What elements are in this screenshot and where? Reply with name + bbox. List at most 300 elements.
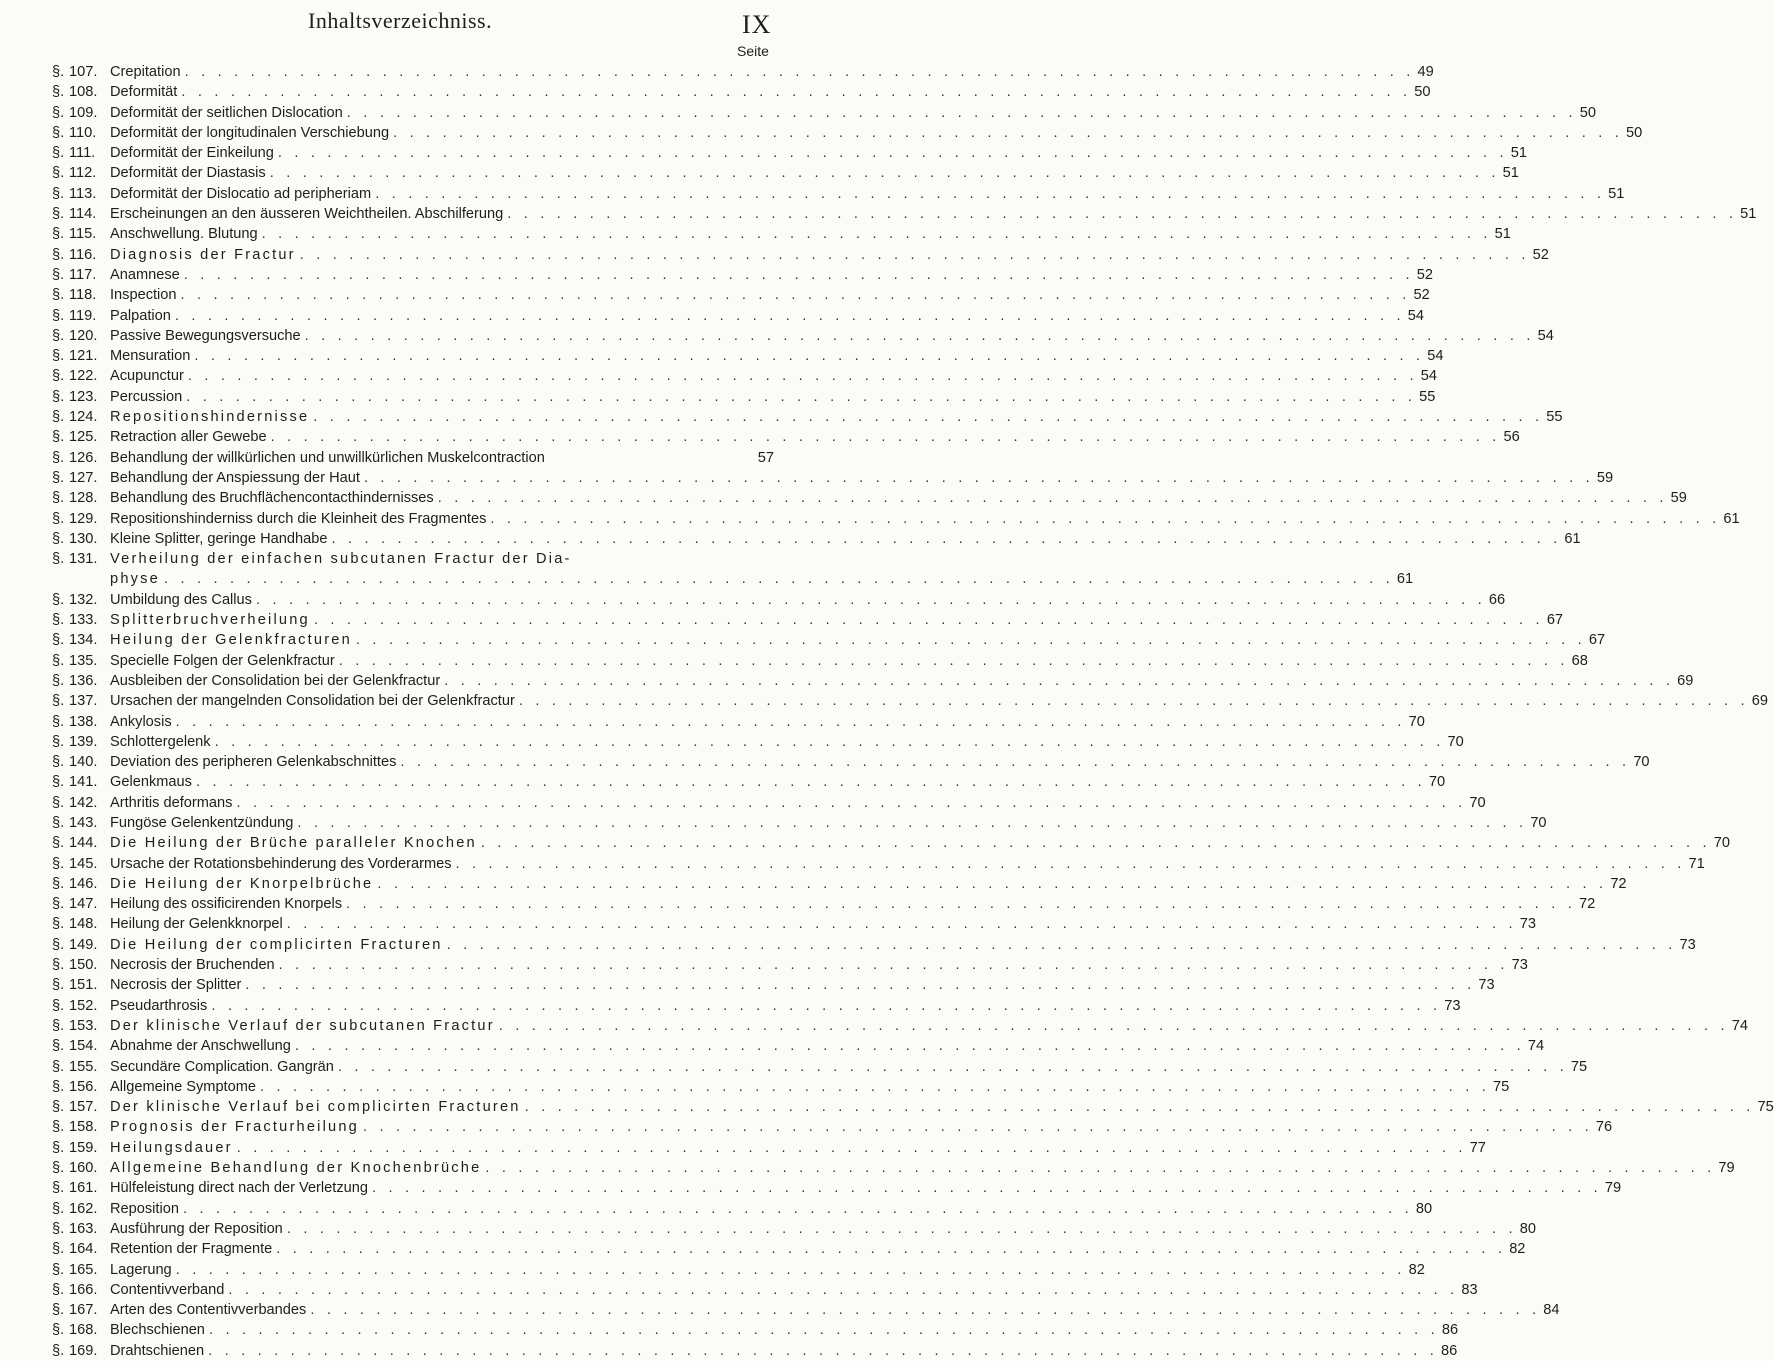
entry-line xyxy=(110,1300,1560,1320)
entry-line xyxy=(110,326,1554,346)
dot-leader: . . . . . . . . . . . . . . . . . . . . . . . . . . . . . . . . . . . . . . . . . . . . . . . . . . . . . . . . . . . . . . . . . . . . . . . . . . . xyxy=(270,429,1501,446)
entry-title: Schlottergelenk xyxy=(110,733,211,750)
section-mark: §. xyxy=(52,165,65,182)
dot-leader: . . . . . . . . . . . . . . . . . . . . . . . . . . . . . . . . . . . . . . . . . . . . . . . . . . . . . . . . . . . . . . . . . . . . . . . . . . . xyxy=(261,226,1492,243)
section-mark: §. xyxy=(52,916,65,933)
dot-leader: . . . . . . . . . . . . . . . . . . . . . . . . . . . . . . . . . . . . . . . . . . . . . . . . . . . . . . . . . . . . . . . . . . . . . . . . . . . xyxy=(518,693,1749,710)
toc-entry xyxy=(52,793,1486,813)
entry-title: Retention der Fragmente xyxy=(110,1241,273,1258)
entry-line xyxy=(110,651,1588,671)
section-number: 109. xyxy=(69,104,98,121)
entry-line xyxy=(110,468,1614,488)
entry-line xyxy=(110,245,1549,265)
entry-page: 70 xyxy=(1408,713,1425,730)
toc-entry xyxy=(52,509,1740,529)
entry-line xyxy=(110,448,774,468)
section-number: 169. xyxy=(69,1342,98,1359)
section-mark: §. xyxy=(52,713,65,730)
section-number: 113. xyxy=(69,185,97,202)
entry-line xyxy=(110,163,1519,183)
section-mark: §. xyxy=(52,185,65,202)
entry-page: 75 xyxy=(1570,1058,1588,1075)
entry-line xyxy=(110,752,1650,772)
toc-entry xyxy=(52,1260,1425,1280)
toc-entry xyxy=(52,224,1511,244)
section-number: 122. xyxy=(69,368,98,385)
dot-leader: . . . . . . . . . . . . . . . . . . . . . . . . . . . . . . . . . . . . . . . . . . . . . . . . . . . . . . . . . . . . . . . . . . . . . . . . . . . xyxy=(371,1180,1602,1197)
toc-entry xyxy=(52,1016,1748,1036)
entry-title: Erscheinungen an den äusseren Weichtheilen. Abschilferung xyxy=(110,206,504,223)
entry-page: 68 xyxy=(1571,652,1588,669)
section-number: 131. xyxy=(69,551,98,568)
section-number: 167. xyxy=(69,1302,98,1319)
toc-entry xyxy=(52,671,1694,691)
section-number: 117. xyxy=(69,266,97,283)
entry-title: Necrosis der Bruchenden xyxy=(110,957,275,974)
entry-line xyxy=(110,143,1528,163)
page-header xyxy=(0,6,800,42)
section-number: 161. xyxy=(69,1180,98,1197)
entry-line xyxy=(110,1341,1458,1361)
entry-line xyxy=(110,935,1696,955)
entry-page: 84 xyxy=(1543,1302,1560,1319)
entry-page: 51 xyxy=(1494,226,1511,243)
dot-leader: . . . . . . . . . . . . . . . . . . . . . . . . . . . . . . . . . . . . . . . . . . . . . . . . . . . . . . . . . . . . . . . . . . . . . . . . . . . xyxy=(485,1160,1716,1177)
section-mark: §. xyxy=(52,754,65,771)
entry-line xyxy=(110,996,1461,1016)
section-number: 147. xyxy=(69,896,98,913)
section-mark: §. xyxy=(52,64,65,80)
dot-leader: . . . . . . . . . . . . . . . . . . . . . . . . . . . . . . . . . . . . . . . . . . . . . . . . . . . . . . . . . . . . . . . . . . . . . . . . . . . xyxy=(194,348,1425,365)
dot-leader: . . . . . . . . . . . . . . . . . . . . . . . . . . . . . . . . . . . . . . . . . . . . . . . . . . . . . . . . . . . . . . . . . . . . . . . . . . . xyxy=(507,206,1738,223)
dot-leader: . . . . . . . . . . . . . . . . . . . . . . . . . . . . . . . . . . . . . . . . . . . . . . . . . . . . . . . . . . . . . . . . . . . . . . . . . . . xyxy=(214,733,1445,750)
section-number: 162. xyxy=(69,1200,98,1217)
section-mark: §. xyxy=(52,1078,65,1095)
section-mark: §. xyxy=(52,1200,65,1217)
dot-leader: . . . . . . . . . . . . . . . . . . . . . . . . . . . . . . . . . . . . . . . . . . . . . . . . . . . . . . . . . . . . . . . . . . . . . . . . . . . xyxy=(299,246,1530,263)
entry-title: Contentivverband xyxy=(110,1281,225,1298)
entry-title: Allgemeine Symptome xyxy=(110,1078,257,1095)
dot-leader: . . . . . . . . . . . . . . . . . . . . . . . . . . . . . . . . . . . . . . . . . . . . . . . . . . . . . . . . . . . . . . . . . . . . . . . . . . . xyxy=(181,84,1412,101)
entry-line xyxy=(110,204,1757,224)
toc-entry xyxy=(52,103,1596,123)
section-number: 151. xyxy=(69,977,98,994)
dot-leader: . . . . . . . . . . . . . . . . . . . . . . . . . . . . . . . . . . . . . . . . . . . . . . . . . . . . . . . . . . . . . . . . . . . . . . . . . . . xyxy=(174,307,1405,324)
toc-entry xyxy=(52,854,1705,874)
toc-entry xyxy=(52,1280,1478,1300)
toc-entry xyxy=(52,975,1495,995)
entry-line xyxy=(110,184,1625,204)
section-mark: §. xyxy=(52,936,65,953)
entry-title: Abnahme der Anschwellung xyxy=(110,1038,291,1055)
toc-entry xyxy=(52,123,1643,143)
dot-leader: . . . . . . . . . . . . . . . . . . . . . . . . . . . . . . . . . . . . . . . . . . . . . . . . . . . . . . . . . . . . . . . . . . . . . . . . . . . xyxy=(269,165,1500,182)
table-of-contents xyxy=(52,62,1774,1361)
entry-page: 50 xyxy=(1579,104,1596,121)
entry-page: 56 xyxy=(1503,429,1520,446)
dot-leader: . . . . . . . . . . . . . . . . . . . . . . . . . . . . . . . . . . . . . . . . . . . . . . . . . . . . . . . . . . . . . . . . . . . . . . . . . . . xyxy=(362,1119,1593,1136)
section-number: 133. xyxy=(69,612,98,629)
toc-entry xyxy=(52,285,1430,305)
dot-leader xyxy=(572,549,771,569)
section-number: 118. xyxy=(69,287,97,304)
entry-page: 70 xyxy=(1428,774,1446,791)
section-number: 116. xyxy=(69,246,97,263)
entry-title: Palpation xyxy=(110,307,171,324)
section-mark: §. xyxy=(52,1058,65,1075)
dot-leader: . . . . . . . . . . . . . . . . . . . . . . . . . . . . . . . . . . . . . . . . . . . . . . . . . . . . . . . . . . . . . . . . . . . . . . . . . . . xyxy=(310,1302,1541,1319)
toc-entry xyxy=(52,448,774,468)
section-mark: §. xyxy=(52,206,65,223)
entry-title: Behandlung der Anspiessung der Haut xyxy=(110,469,360,486)
entry-page: 54 xyxy=(1420,368,1437,385)
toc-entry xyxy=(52,772,1446,792)
section-number: 155. xyxy=(69,1058,98,1075)
toc-entry xyxy=(52,874,1627,894)
entry-page: 73 xyxy=(1444,997,1461,1014)
entry-page: 67 xyxy=(1546,612,1564,629)
entry-line xyxy=(110,387,1436,407)
entry-page: 74 xyxy=(1731,1017,1748,1034)
toc-entry xyxy=(52,1199,1433,1219)
entry-page: 70 xyxy=(1530,814,1547,831)
entry-page: 52 xyxy=(1416,266,1433,283)
toc-entry xyxy=(52,732,1464,752)
dot-leader: . . . . . . . . . . . . . . . . . . . . . . . . . . . . . . . . . . . . . . . . . . . . . . . . . . . . . . . . . . . . . . . . . . . . . . . . . . . xyxy=(277,145,1508,162)
dot-leader: . . . . . . . . . . . . . . . . . . . . . . . . . . . . . . . . . . . . . . . . . . . . . . . . . . . . . . . . . . . . . . . . . . . . . . . . . . . xyxy=(186,388,1417,405)
dot-leader: . . . . . . . . . . . . . . . . . . . . . . . . . . . . . . . . . . . . . . . . . . . . . . . . . . . . . . . . . . . . . . . . . . . . . . . . . . . xyxy=(260,1078,1490,1095)
section-mark: §. xyxy=(52,814,65,831)
section-mark: §. xyxy=(52,612,65,629)
section-number: 124. xyxy=(69,409,98,426)
entry-line xyxy=(110,407,1563,427)
toc-entry xyxy=(52,1178,1622,1198)
section-mark: §. xyxy=(52,1180,65,1197)
dot-leader: . . . . . . . . . . . . . . . . . . . . . . . . . . . . . . . . . . . . . . . . . . . . . . . . . . . . . . . . . . . . . . . . . . . . . . . . . . . xyxy=(236,794,1467,811)
toc-entry xyxy=(52,691,1768,711)
dot-leader: . . . . . . . . . . . . . . . . . . . . . . . . . . . . . . . . . . . . . . . . . . . . . . . . . . . . . . . . . . . . . . . . . . . . . . . . . . . xyxy=(363,469,1594,486)
section-number: 158. xyxy=(69,1119,98,1136)
toc-entry xyxy=(52,346,1444,366)
dot-leader: . . . . . . . . . . . . . . . . . . . . . . . . . . . . . . . . . . . . . . . . . . . . . . . . . . . . . . . . . . . . . . . . . . . . . . . . . . . xyxy=(236,1139,1467,1156)
entry-page: 86 xyxy=(1441,1322,1459,1339)
section-number: 140. xyxy=(69,754,98,771)
dot-leader: . . . . . . . . . . . . . . . . . . . . . . . . . . . . . . . . . . . . . . . . . . . . . . . . . . . . . . . . . . . . . . . . . . . . . . . . . . . xyxy=(437,490,1668,507)
entry-title: Repositionshinderniss durch die Kleinheit des Fragmentes xyxy=(110,510,487,527)
entry-line xyxy=(110,1057,1588,1077)
entry-line xyxy=(110,549,774,569)
dot-leader: . . . . . . . . . . . . . . . . . . . . . . . . . . . . . . . . . . . . . . . . . . . . . . . . . . . . . . . . . . . . . . . . . . . . . . . . . . . xyxy=(286,916,1517,933)
section-mark: §. xyxy=(52,1261,65,1278)
entry-title: Deformität der seitlichen Dislocation xyxy=(110,104,343,121)
entry-title: physe xyxy=(110,571,160,588)
toc-entry xyxy=(52,610,1564,630)
toc-entry xyxy=(52,184,1625,204)
entry-line xyxy=(110,1117,1613,1137)
dot-leader: . . . . . . . . . . . . . . . . . . . . . . . . . . . . . . . . . . . . . . . . . . . . . . . . . . . . . . . . . . . . . . . . . . . . . . . . . . . xyxy=(375,185,1606,202)
entry-line xyxy=(110,103,1596,123)
entry-page: 52 xyxy=(1413,287,1430,304)
entry-title: Ausbleiben der Consolidation bei der Gelenkfractur xyxy=(110,672,441,689)
page-number: IX xyxy=(742,10,772,39)
entry-title: Hülfeleistung direct nach der Verletzung xyxy=(110,1180,368,1197)
entry-page: 54 xyxy=(1537,327,1554,344)
dot-leader: . . . . . . . . . . . . . . . . . . . . . . . . . . . . . . . . . . . . . . . . . . . . . . . . . . . . . . . . . . . . . . . . . . . . . . . . . . . xyxy=(498,1017,1729,1034)
entry-line xyxy=(110,854,1705,874)
dot-leader: . . . . . . . . . . . . . . . . . . . . . . . . . . . . . . . . . . . . . . . . . . . . . . . . . . . . . . . . . . . . . . . . . . . . . . . . . . . xyxy=(346,896,1576,913)
entry-title: Blechschienen xyxy=(110,1322,205,1339)
dot-leader: . . . . . . . . . . . . . . . . . . . . . . . . . . . . . . . . . . . . . . . . . . . . . . . . . . . . . . . . . . . . . . . . . . . . . . . . . . . xyxy=(524,1099,1755,1116)
entry-page: 55 xyxy=(1546,409,1563,426)
entry-title: Die Heilung der complicirten Fracturen xyxy=(110,936,443,953)
section-mark: §. xyxy=(52,693,65,710)
dot-leader: . . . . . . . . . . . . . . . . . . . . . . . . . . . . . . . . . . . . . . . . . . . . . . . . . . . . . . . . . . . . . . . . . . . . . . . . . . . xyxy=(313,409,1544,426)
section-mark: §. xyxy=(52,1322,65,1339)
dot-leader: . . . . . . . . . . . . . . . . . . . . . . . . . . . . . . . . . . . . . . . . . . . . . . . . . . . . . . . . . . . . . . . . . . . . . . . . . . . xyxy=(187,368,1418,385)
section-number: 107. xyxy=(69,64,98,80)
section-number: 145. xyxy=(69,855,98,872)
toc-entry xyxy=(52,62,1434,82)
section-number: 150. xyxy=(69,957,98,974)
toc-entry xyxy=(52,366,1437,386)
toc-entry xyxy=(52,935,1696,955)
section-mark: §. xyxy=(52,104,65,121)
section-number: 165. xyxy=(69,1261,98,1278)
section-number: 132. xyxy=(69,591,98,608)
toc-entry xyxy=(52,1057,1588,1077)
toc-entry xyxy=(52,894,1596,914)
section-number: 136. xyxy=(69,672,98,689)
entry-line xyxy=(110,123,1643,143)
dot-leader: . . . . . . . . . . . . . . . . . . . . . . . . . . . . . . . . . . . . . . . . . . . . . . . . . . . . . . . . . . . . . . . . . . . . . . . . . . . xyxy=(355,632,1586,649)
section-mark: §. xyxy=(52,591,65,608)
entry-line xyxy=(110,1036,1545,1056)
section-number: 135. xyxy=(69,652,98,669)
entry-title: Ausführung der Reposition xyxy=(110,1220,283,1237)
entry-line xyxy=(110,1260,1425,1280)
running-title: Inhaltsverzeichniss. xyxy=(308,8,493,33)
entry-line xyxy=(110,955,1528,975)
entry-page: 52 xyxy=(1532,246,1549,263)
entry-line xyxy=(110,224,1511,244)
toc-entry xyxy=(52,163,1519,183)
entry-title: Die Heilung der Knorpelbrüche xyxy=(110,875,374,892)
section-mark: §. xyxy=(52,672,65,689)
entry-page: 74 xyxy=(1527,1038,1545,1055)
entry-line xyxy=(110,427,1520,447)
entry-page: 59 xyxy=(1670,490,1687,507)
entry-title: Die Heilung der Brüche paralleler Knochen xyxy=(110,835,477,852)
entry-page: 73 xyxy=(1679,936,1696,953)
entry-title: Ankylosis xyxy=(110,713,172,730)
dot-leader: . . . . . . . . . . . . . . . . . . . . . . . . . . . . . . . . . . . . . . . . . . . . . . . . . . . . . . . . . . . . . . . . . . . . . . . . . . . xyxy=(182,1200,1413,1217)
dot-leader: . . . . . . . . . . . . . . . . . . . . . . . . . . . . . . . . . . . . . . . . . . . . . . . . . . . . . . . . . . . . . . . . . . . . . . . . . . . xyxy=(331,530,1562,547)
entry-page: 50 xyxy=(1626,124,1643,141)
toc-entry xyxy=(52,387,1436,407)
entry-page: 70 xyxy=(1447,733,1464,750)
section-number: 120. xyxy=(69,327,98,344)
entry-page: 51 xyxy=(1608,185,1625,202)
dot-leader: . . . . . . . . . . . . . . . . . . . . . . . . . . . . . . . . . . . . . . . . . . . . . . . . . . . . . . . . . . . . . . . . . . . . . . . . . . . xyxy=(400,754,1631,771)
toc-entry xyxy=(52,651,1588,671)
entry-page: 51 xyxy=(1740,206,1757,223)
section-mark: §. xyxy=(52,327,65,344)
toc-entry xyxy=(52,468,1614,488)
dot-leader: . . . . . . . . . . . . . . . . . . . . . . . . . . . . . . . . . . . . . . . . . . . . . . . . . . . . . . . . . . . . . . . . . . . . . . . . . . . xyxy=(377,875,1608,892)
entry-line xyxy=(110,1097,1774,1117)
section-number: 153. xyxy=(69,1017,98,1034)
entry-line xyxy=(110,366,1437,386)
dot-leader: . . . . . . . . . . . . . . . . . . . . . . . . . . . . . . . . . . . . . . . . . . . . . . . . . . . . . . . . . . . . . . . . . . . . . . . . . . . xyxy=(195,774,1426,791)
dot-leader: . . . . . . . . . . . . . . . . . . . . . . . . . . . . . . . . . . . . . . . . . . . . . . . . . . . . . . . . . . . . . . . . . . . . . . . . . . . xyxy=(455,855,1686,872)
entry-line xyxy=(110,62,1434,82)
section-number: 159. xyxy=(69,1139,98,1156)
entry-title: Ursache der Rotationsbehinderung des Vorderarmes xyxy=(110,855,452,872)
entry-page: 61 xyxy=(1723,510,1740,527)
entry-line xyxy=(110,1280,1478,1300)
toc-entry xyxy=(52,488,1687,508)
entry-title: Anamnese xyxy=(110,266,180,283)
entry-page: 80 xyxy=(1415,1200,1433,1217)
entry-title: Deformität der Dislocatio ad peripheriam xyxy=(110,185,372,202)
section-number: 143. xyxy=(69,814,98,831)
entry-line xyxy=(110,1199,1433,1219)
toc-entry xyxy=(52,569,1414,589)
section-number: 130. xyxy=(69,530,98,547)
entry-title: Arthritis deformans xyxy=(110,794,233,811)
section-mark: §. xyxy=(52,551,65,568)
entry-page: 69 xyxy=(1677,672,1694,689)
entry-title: Gelenkmaus xyxy=(110,774,192,791)
section-number: 139. xyxy=(69,733,98,750)
section-number: 128. xyxy=(69,490,98,507)
entry-title: Reposition xyxy=(110,1200,179,1217)
toc-entry xyxy=(52,1300,1560,1320)
entry-title: Deformität der longitudinalen Verschiebung xyxy=(110,124,390,141)
entry-page: 80 xyxy=(1519,1220,1536,1237)
entry-line xyxy=(110,509,1740,529)
dot-leader: . . . . . . . . . . . . . . . . . . . . . . . . . . . . . . . . . . . . . . . . . . . . . . . . . . . . . . . . . . . . . . . . . . . . . . . . . . . xyxy=(180,287,1411,304)
dot-leader: . . . . . . . . . . . . . . . . . . . . . . . . . . . . . . . . . . . . . . . . . . . . . . . . . . . . . . . . . . . . . . . . . . . . . . . . . . . xyxy=(313,612,1544,629)
dot-leader: . . . . . . . . . . . . . . . . . . . . . . . . . . . . . . . . . . . . . . . . . . . . . . . . . . . . . . . . . . . . . . . . . . . . . . . . . . . xyxy=(304,327,1535,344)
section-mark: §. xyxy=(52,957,65,974)
toc-entry xyxy=(52,407,1563,427)
entry-page: 86 xyxy=(1441,1342,1458,1359)
section-mark: §. xyxy=(52,1017,65,1034)
dot-leader: . . . . . . . . . . . . . . . . . . . . . . . . . . . . . . . . . . . . . . . . . . . . . . . . . . . . . . . . . . . . . . . . . . . . . . . . . . . xyxy=(276,1241,1507,1258)
entry-title: Secundäre Complication. Gangrän xyxy=(110,1058,334,1075)
entry-page: 82 xyxy=(1408,1261,1425,1278)
toc-entry xyxy=(52,630,1606,650)
toc-entry xyxy=(52,245,1549,265)
dot-leader: . . . . . . . . . . . . . . . . . . . . . . . . . . . . . . . . . . . . . . . . . . . . . . . . . . . . . . . . . . . . . . . . . . . . . . . . . . . xyxy=(297,814,1528,831)
entry-line xyxy=(110,610,1564,630)
dot-leader: . . . . . . . . . . . . . . . . . . . . . . . . . . . . . . . . . . . . . . . . . . . . . . . . . . . . . . . . . . . . . . . . . . . . . . . . . . . xyxy=(346,104,1577,121)
entry-page: 82 xyxy=(1509,1241,1526,1258)
entry-title: Ursachen der mangelnden Consolidation bei der Gelenkfractur xyxy=(110,693,515,710)
section-number: 111. xyxy=(69,145,96,162)
entry-line xyxy=(110,813,1547,833)
entry-page: 59 xyxy=(1596,469,1614,486)
entry-page: 79 xyxy=(1604,1180,1622,1197)
entry-line xyxy=(110,691,1768,711)
section-mark: §. xyxy=(52,1099,65,1116)
entry-title: Prognosis der Fracturheilung xyxy=(110,1119,359,1136)
entry-page: 51 xyxy=(1510,145,1528,162)
section-mark: §. xyxy=(52,368,65,385)
section-mark: §. xyxy=(52,977,65,994)
entry-title: Passive Bewegungsversuche xyxy=(110,327,301,344)
toc-entry xyxy=(52,549,774,569)
entry-line xyxy=(110,914,1536,934)
entry-line xyxy=(110,1077,1510,1097)
entry-title: Splitterbruchverheilung xyxy=(110,612,310,629)
section-mark: §. xyxy=(52,266,65,283)
entry-title: Der klinische Verlauf bei complicirten Fracturen xyxy=(110,1099,521,1116)
entry-page: 72 xyxy=(1578,896,1596,913)
entry-title: Deformität der Diastasis xyxy=(110,165,266,182)
toc-entry xyxy=(52,1320,1459,1340)
entry-title: Heilung der Gelenkfracturen xyxy=(110,632,352,649)
toc-entry xyxy=(52,1077,1510,1097)
toc-entry xyxy=(52,529,1581,549)
entry-line xyxy=(110,975,1495,995)
dot-leader: . . . . . . . . . . . . . . . . . . . . . . . . . . . . . . . . . . . . . . . . . . . . . . . . . . . . . . . . . . . . . . . . . . . . . . . . . . . xyxy=(480,835,1711,852)
entry-title: Heilungsdauer xyxy=(110,1139,233,1156)
toc-entry xyxy=(52,914,1536,934)
dot-leader: . . . . . . . . . . . . . . . . . . . . . . . . . . . . . . . . . . . . . . . . . . . . . . . . . . . . . . . . . . . . . . . . . . . . . . . . . . . xyxy=(444,672,1675,689)
page-column-label: Seite xyxy=(737,43,769,59)
section-mark: §. xyxy=(52,510,65,527)
section-number: 119. xyxy=(69,307,97,324)
entry-page: 67 xyxy=(1588,632,1606,649)
entry-line xyxy=(110,569,1414,589)
toc-entry xyxy=(52,143,1528,163)
section-number: 127. xyxy=(69,469,98,486)
section-number: 149. xyxy=(69,936,98,953)
section-mark: §. xyxy=(52,490,65,507)
entry-title: Verheilung der einfachen subcutanen Fractur der Dia- xyxy=(110,551,572,568)
entry-page: 72 xyxy=(1610,875,1627,892)
section-number: 134. xyxy=(69,632,98,649)
section-number: 163. xyxy=(69,1220,98,1237)
entry-page: 77 xyxy=(1469,1139,1486,1156)
dot-leader: . . . . . . . . . . . . . . . . . . . . . . . . . . . . . . . . . . . . . . . . . . . . . . . . . . . . . . . . . . . . . . . . . . . . . . . . . . . xyxy=(286,1220,1517,1237)
section-mark: §. xyxy=(52,124,65,141)
entry-title: Arten des Contentivverbandes xyxy=(110,1302,307,1319)
entry-line xyxy=(110,1016,1748,1036)
entry-title: Pseudarthrosis xyxy=(110,997,208,1014)
entry-title: Mensuration xyxy=(110,348,191,365)
section-number: 123. xyxy=(69,388,98,405)
section-number: 141. xyxy=(69,774,98,791)
section-number: 112. xyxy=(69,165,97,182)
section-mark: §. xyxy=(52,875,65,892)
entry-page: 61 xyxy=(1396,571,1414,588)
toc-entry xyxy=(52,996,1461,1016)
dot-leader: . . . . . . . . . . . . . . . . . . . . . . . . . . . . . . . . . . . . . . . . . . . . . . . . . . . . . . . . . . . . . . . . . . . . . . . . . . . xyxy=(175,713,1406,730)
section-mark: §. xyxy=(52,997,65,1014)
section-number: 129. xyxy=(69,510,98,527)
section-mark: §. xyxy=(52,896,65,913)
section-mark: §. xyxy=(52,145,65,162)
section-mark: §. xyxy=(52,1220,65,1237)
entry-line xyxy=(110,712,1425,732)
entry-page: 55 xyxy=(1419,388,1436,405)
section-number: 157. xyxy=(69,1099,98,1116)
toc-entry xyxy=(52,590,1506,610)
section-mark: §. xyxy=(52,733,65,750)
